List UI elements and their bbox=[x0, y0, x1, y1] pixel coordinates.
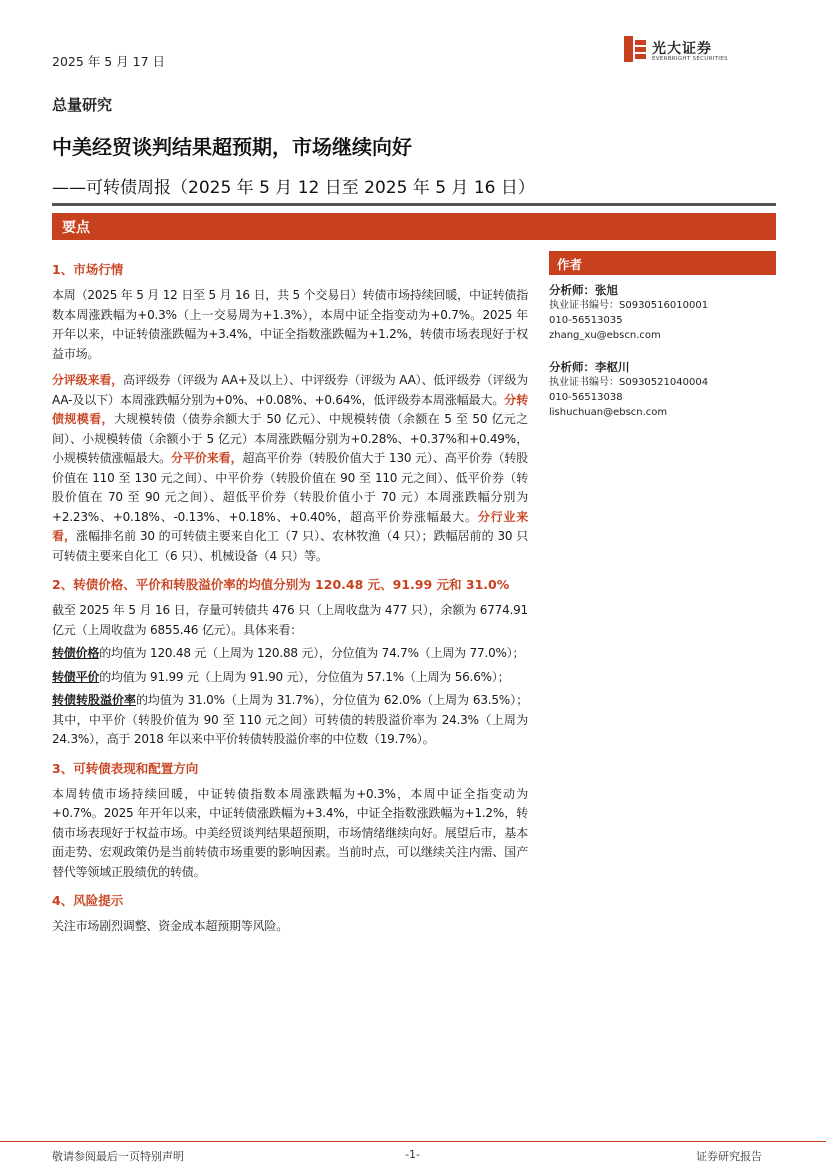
section-heading: 3、可转债表现和配置方向 bbox=[52, 760, 199, 776]
company-logo bbox=[624, 36, 734, 66]
parity-lead: 分平价来看， bbox=[171, 451, 243, 465]
analyst-phone: 010-56513038 bbox=[549, 392, 623, 403]
report-subtitle: ——可转债周报（2025 年 5 月 12 日至 2025 年 5 月 16 日） bbox=[52, 178, 535, 198]
price-paragraph bbox=[52, 644, 528, 664]
analyst-cert: 执业证书编号：S0930521040004 bbox=[549, 377, 709, 388]
analyst-name: 分析师：张旭 bbox=[549, 283, 618, 297]
author-bar bbox=[549, 251, 776, 275]
footer-disclaimer: 敬请参阅最后一页特别声明 bbox=[52, 1150, 184, 1163]
logo-name-en: EVERBRIGHT SECURITIES bbox=[652, 56, 728, 62]
industry-lead: 分行业来看， bbox=[52, 509, 528, 543]
title-divider bbox=[52, 203, 776, 206]
analyst-block bbox=[549, 359, 776, 420]
report-date: 2025 年 5 月 17 日 bbox=[52, 54, 166, 69]
section-heading: 4、风险提示 bbox=[52, 893, 124, 908]
footer-divider bbox=[0, 1141, 826, 1142]
market-summary: 本周（2025 年 5 月 12 日至 5 月 16 日，共 5 个交易日）转债市场持续回暖，中证转债指数本周涨跌幅为+0.3%（上一交易周为+1.3%），本周中证全指变动为+0.7%。2025 年开年以来，中证转债涨跌幅为+3.4%，中证全指数涨跌幅为+1.2%，转债市场表现好于权益市场。 bbox=[52, 288, 528, 361]
rating-text: 高评级券（评级为 AA+及以上）、中评级券（评级为 AA）、低评级券（评级为 AA-及以下）本周涨跌幅分别为+0%、+0.08%、+0.64%，低评级券本周涨幅最大。 bbox=[52, 373, 528, 407]
risk-paragraph: 关注市场剧烈调整、资金成本超预期等风险。 bbox=[52, 919, 289, 933]
size-lead: 分转债规模看， bbox=[52, 392, 528, 426]
stock-summary: 截至 2025 年 5 月 16 日，存量可转债共 476 只（上周收盘为 477 只），余额为 6774.91 亿元（上周收盘为 6855.46 亿元）。具体来看： bbox=[52, 603, 528, 637]
section-heading: 1、市场行情 bbox=[52, 262, 124, 277]
outlook-paragraph: 本周转债市场持续回暖，中证转债指数本周涨跌幅为+0.3%，本周中证全指变动为+0.7%。2025 年开年以来，中证转债涨跌幅为+3.4%，中证全指数涨跌幅为+1.2%，转债市场表现好于权益市场。中美经贸谈判结果超预期，市场情绪继续向好。展望后市，基本面走势、宏观政策仍是当前转债市场重要的影响因素。当前时点，可以继续关注内需、国产替代等领域正股绩优的转债。 bbox=[52, 786, 528, 879]
analyst-email: lishuchuan@ebscn.com bbox=[549, 407, 668, 418]
price-text: 的均值为 120.48 元（上周为 120.88 元），分位值为 74.7%（上周为 77.0%）； bbox=[99, 646, 525, 660]
report-title: 中美经贸谈判结果超预期，市场继续向好 bbox=[52, 135, 412, 159]
parity-value-text: 的均值为 91.99 元（上周为 91.90 元），分位值为 57.1%（上周为 56.6%）； bbox=[99, 669, 510, 684]
analyst-email: zhang_xu@ebscn.com bbox=[549, 330, 661, 341]
key-points-label: 要点 bbox=[62, 220, 90, 236]
analyst-cert: 执业证书编号：S0930516010001 bbox=[549, 300, 709, 311]
parity-label: 转债平价 bbox=[52, 669, 100, 684]
premium-label: 转债转股溢价率 bbox=[52, 693, 136, 707]
page-number: -1- bbox=[405, 1148, 420, 1161]
logo-mark-icon bbox=[624, 36, 646, 62]
section-heading: 2、转债价格、平价和转股溢价率的均值分别为 120.48 元、91.99 元和 31.0% bbox=[52, 577, 510, 592]
breakdown-paragraph bbox=[52, 371, 528, 566]
analyst-block bbox=[549, 282, 776, 343]
rating-lead: 分评级来看， bbox=[52, 373, 124, 387]
analyst-name: 分析师：李枢川 bbox=[549, 360, 630, 374]
parity-paragraph bbox=[52, 668, 528, 688]
report-category: 总量研究 bbox=[52, 96, 113, 114]
size-text: 大规模转债（债券余额大于 50 亿元）、中规模转债（余额在 5 至 50 亿元之间）、小规模转债（余额小于 5 亿元）本周涨跌幅分别为+0.28%、+0.37%和+0.49%，小规模转债涨幅最大。 bbox=[52, 412, 528, 465]
footer-report-type: 证券研究报告 bbox=[696, 1150, 762, 1163]
premium-paragraph bbox=[52, 691, 528, 750]
parity-text: 超高平价券（转股价值大于 130 元）、高平价券（转股价值在 110 至 130 元之间）、中平价券（转股价值在 90 至 110 元之间）、低平价券（转股价值在 70 至 90 元之间）、超低平价券（转股价值小于 70 元）本周涨跌幅分别为+2.23%、+0.18%、-0.13%、+0.18%、+0.40%，超高平价券涨幅最大。 bbox=[52, 451, 528, 524]
analyst-phone: 010-56513035 bbox=[549, 315, 623, 326]
key-points-bar bbox=[52, 213, 776, 240]
logo-name-cn: 光大证券 bbox=[652, 41, 712, 57]
price-label: 转债价格 bbox=[52, 646, 100, 660]
author-label: 作者 bbox=[557, 257, 583, 272]
premium-text: 的均值为 31.0%（上周为 31.7%），分位值为 62.0%（上周为 63.5%）；其中，中平价（转股价值为 90 至 110 元之间）可转债的转股溢价率为 24.3%（上周为 24.3%），高于 2018 年以来中平价转债转股溢价率的中位数（19.7%）。 bbox=[52, 693, 528, 746]
main-content bbox=[52, 258, 528, 937]
industry-text: 涨幅排名前 30 的可转债主要来自化工（7 只）、农林牧渔（4 只）；跌幅居前的 30 只可转债主要来自化工（6 只）、机械设备（4 只）等。 bbox=[52, 529, 528, 563]
